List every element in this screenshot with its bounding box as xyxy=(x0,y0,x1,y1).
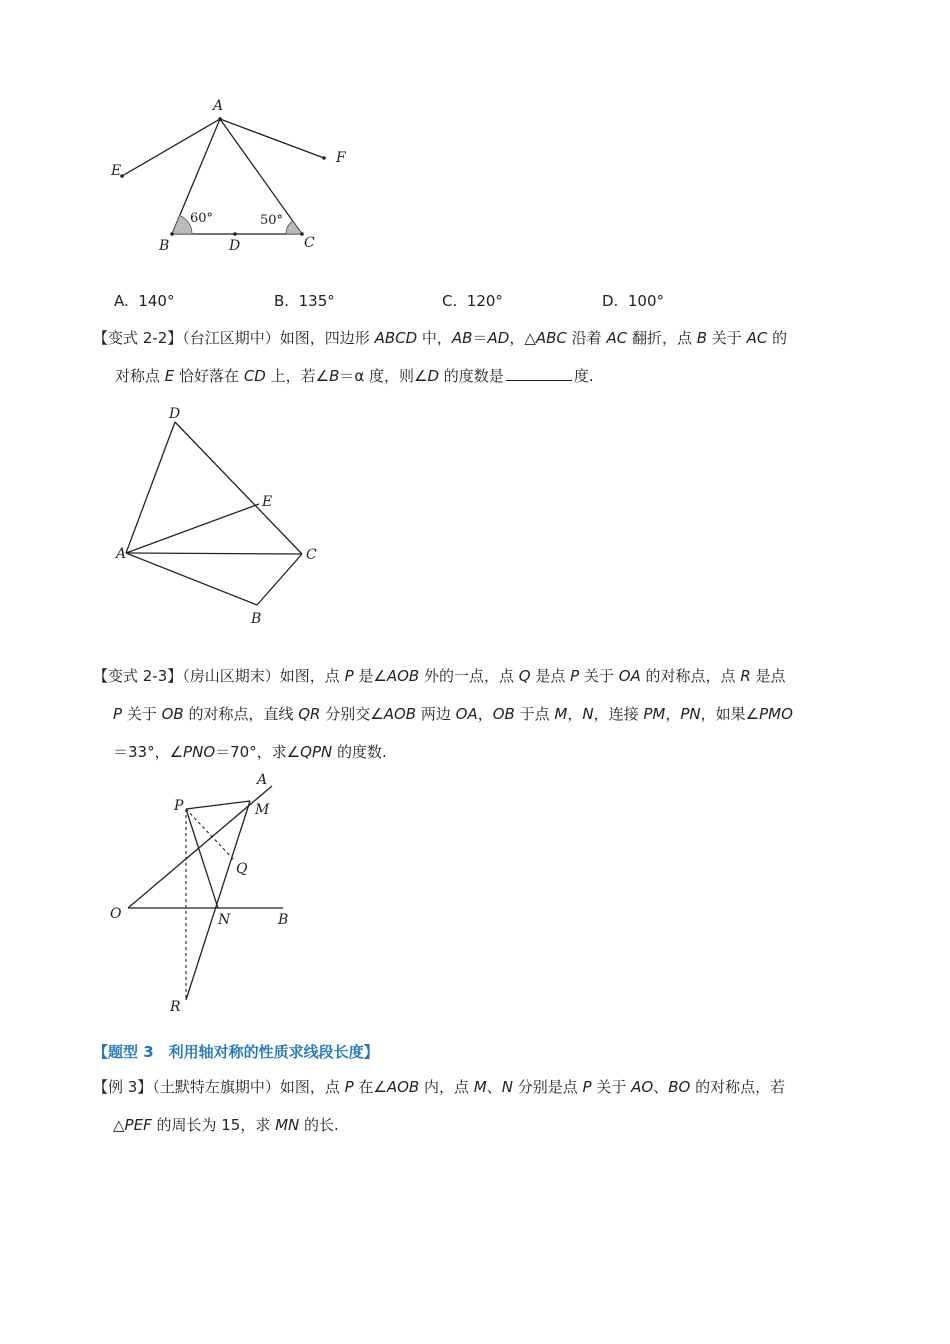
figure-angle-aob xyxy=(100,768,310,1018)
label-c: C xyxy=(306,547,317,563)
figure-triangle-abc xyxy=(100,95,370,260)
label-d: D xyxy=(229,238,241,254)
question-2-3-line-1: 【变式 2-3】（房山区期末）如图，点 P 是∠AOB 外的一点，点 Q 是点 P 关于 OA 的对称点，点 R 是点 xyxy=(93,667,786,685)
label-r: R xyxy=(170,999,181,1015)
example-3 xyxy=(93,1077,883,1137)
label-m: M xyxy=(255,802,270,818)
label-c: C xyxy=(304,235,315,251)
angle-b-label: 60° xyxy=(190,211,214,226)
figure-quadrilateral-abcd xyxy=(105,400,345,630)
label-a: A xyxy=(116,546,127,562)
label-e: E xyxy=(111,163,122,179)
label-b: B xyxy=(278,912,289,928)
example-3-line-2: △PEF 的周长为 15，求 MN 的长. xyxy=(113,1116,339,1134)
label-o: O xyxy=(110,906,122,922)
label-b: B xyxy=(251,611,262,627)
label-a: A xyxy=(213,98,224,114)
label-d: D xyxy=(169,406,181,422)
label-e: E xyxy=(262,494,273,510)
question-2-3-line-3: ＝33°，∠PNO＝70°，求∠QPN 的度数. xyxy=(113,743,387,761)
question-2-3 xyxy=(93,666,883,766)
option-b[interactable]: B. 135° xyxy=(274,292,335,310)
section-heading: 【题型 3 利用轴对称的性质求线段长度】 xyxy=(93,1043,379,1061)
label-a: A xyxy=(257,772,268,788)
question-2-2 xyxy=(93,328,873,388)
option-a[interactable]: A. 140° xyxy=(114,292,175,310)
label-b: B xyxy=(159,238,170,254)
question-2-2-line-1: 【变式 2-2】（台江区期中）如图，四边形 ABCD 中，AB＝AD，△ABC 沿着 AC 翻折，点 B 关于 AC 的 xyxy=(93,329,788,347)
question-2-3-line-2: P 关于 OB 的对称点，直线 QR 分别交∠AOB 两边 OA，OB 于点 M，N，连接 PM，PN，如果∠PMO xyxy=(113,705,793,723)
label-n: N xyxy=(218,912,231,928)
label-f: F xyxy=(336,150,346,166)
label-p: P xyxy=(174,798,184,814)
example-3-line-1: 【例 3】（土默特左旗期中）如图，点 P 在∠AOB 内，点 M、N 分别是点 P 关于 AO、BO 的对称点，若 xyxy=(93,1078,786,1096)
option-c[interactable]: C. 120° xyxy=(442,292,503,310)
angle-c-label: 50° xyxy=(260,213,284,228)
option-d[interactable]: D. 100° xyxy=(602,292,665,310)
label-q: Q xyxy=(236,861,248,877)
answer-blank[interactable] xyxy=(506,366,572,381)
question-2-2-line-2: 对称点 E 恰好落在 CD 上，若∠B＝α 度，则∠D 的度数是 度. xyxy=(115,367,594,385)
